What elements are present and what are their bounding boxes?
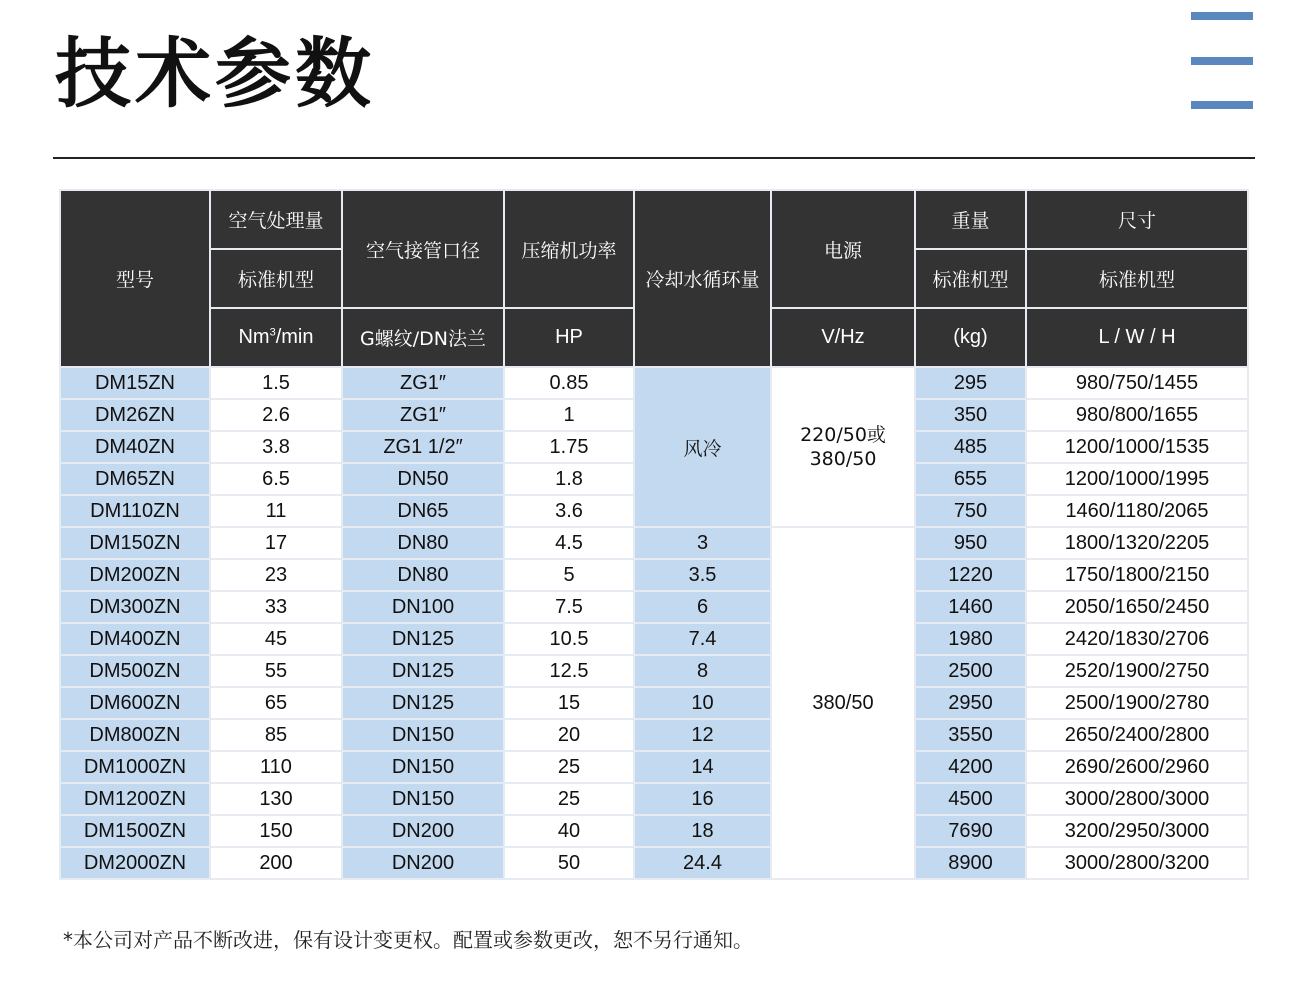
cell-cooling-water: 16 [634,783,771,815]
cell-weight: 1980 [915,623,1026,655]
header-power-unit: HP [504,308,634,367]
table-row [60,815,1248,847]
cell-pipe-diameter: DN150 [342,783,504,815]
table-row [60,719,1248,751]
header-pipe-diameter: 空气接管口径 [342,190,504,308]
cell-model: DM600ZN [60,687,210,719]
cell-air-capacity: 17 [210,527,342,559]
footnote: *本公司对产品不断改进，保有设计变更权。配置或参数更改，恕不另行通知。 [63,928,753,952]
cell-weight: 7690 [915,815,1026,847]
cell-dimension: 1460/1180/2065 [1026,495,1248,527]
cell-dimension: 1200/1000/1995 [1026,463,1248,495]
cell-compressor-power: 50 [504,847,634,879]
cell-model: DM2000ZN [60,847,210,879]
cell-compressor-power: 0.85 [504,367,634,399]
cell-model: DM40ZN [60,431,210,463]
table-row [60,527,1248,559]
table-row [60,847,1248,879]
cell-model: DM1200ZN [60,783,210,815]
cell-pipe-diameter: DN200 [342,815,504,847]
cell-weight: 485 [915,431,1026,463]
menu-icon[interactable] [1191,12,1253,112]
table-row [60,623,1248,655]
cell-compressor-power: 4.5 [504,527,634,559]
cell-air-capacity: 55 [210,655,342,687]
cell-pipe-diameter: DN150 [342,719,504,751]
cell-model: DM200ZN [60,559,210,591]
cell-cooling-water: 6 [634,591,771,623]
header-weight: 重量 [915,190,1026,249]
cell-compressor-power: 1.75 [504,431,634,463]
cell-model: DM1000ZN [60,751,210,783]
header-dimension-sub: 标准机型 [1026,249,1248,308]
header-dimension-unit: L / W / H [1026,308,1248,367]
unit-tail: /min [275,326,314,348]
header-air-capacity-sub: 标准机型 [210,249,342,308]
cell-compressor-power: 1.8 [504,463,634,495]
cell-compressor-power: 25 [504,783,634,815]
cell-air-capacity: 33 [210,591,342,623]
header-weight-unit: (kg) [915,308,1026,367]
cell-pipe-diameter: DN200 [342,847,504,879]
cell-weight: 4200 [915,751,1026,783]
cell-weight: 1220 [915,559,1026,591]
cell-weight: 2500 [915,655,1026,687]
cell-dimension: 2650/2400/2800 [1026,719,1248,751]
cell-dimension: 2420/1830/2706 [1026,623,1248,655]
table-row [60,687,1248,719]
table-row [60,655,1248,687]
cell-weight: 3550 [915,719,1026,751]
cell-cooling-water: 3.5 [634,559,771,591]
cell-model: DM110ZN [60,495,210,527]
header-air-capacity: 空气处理量 [210,190,342,249]
cell-compressor-power: 15 [504,687,634,719]
cell-pipe-diameter: ZG1″ [342,399,504,431]
table-row [60,751,1248,783]
cell-cooling-water: 7.4 [634,623,771,655]
table-row [60,783,1248,815]
cell-air-capacity: 2.6 [210,399,342,431]
cell-air-capacity: 110 [210,751,342,783]
cell-dimension: 1800/1320/2205 [1026,527,1248,559]
cell-dimension: 2050/1650/2450 [1026,591,1248,623]
cell-model: DM26ZN [60,399,210,431]
cell-model: DM150ZN [60,527,210,559]
cell-pipe-diameter: ZG1″ [342,367,504,399]
menu-bar [1191,101,1253,109]
cell-pipe-diameter: DN125 [342,687,504,719]
cell-air-capacity: 130 [210,783,342,815]
cell-dimension: 2520/1900/2750 [1026,655,1248,687]
cell-model: DM400ZN [60,623,210,655]
cell-air-cooled: 风冷 [634,367,771,527]
cell-air-capacity: 3.8 [210,431,342,463]
cell-dimension: 3000/2800/3000 [1026,783,1248,815]
cell-model: DM500ZN [60,655,210,687]
cell-model: DM800ZN [60,719,210,751]
power-line-2: 380/50 [809,448,877,470]
cell-model: DM65ZN [60,463,210,495]
cell-dimension: 1200/1000/1535 [1026,431,1248,463]
header-dimension: 尺寸 [1026,190,1248,249]
cell-air-capacity: 85 [210,719,342,751]
table-row [60,591,1248,623]
cell-model: DM300ZN [60,591,210,623]
cell-cooling-water: 3 [634,527,771,559]
cell-dimension: 980/750/1455 [1026,367,1248,399]
cell-power-supply-large: 380/50 [771,527,915,879]
cell-model: DM15ZN [60,367,210,399]
page-title: 技术参数 [55,29,375,118]
cell-air-capacity: 150 [210,815,342,847]
cell-compressor-power: 12.5 [504,655,634,687]
cell-weight: 350 [915,399,1026,431]
unit-sup: 3 [269,326,276,339]
cell-compressor-power: 3.6 [504,495,634,527]
cell-compressor-power: 5 [504,559,634,591]
cell-air-capacity: 1.5 [210,367,342,399]
cell-air-capacity: 65 [210,687,342,719]
cell-weight: 655 [915,463,1026,495]
spec-table [59,189,1249,880]
cell-weight: 8900 [915,847,1026,879]
cell-dimension: 980/800/1655 [1026,399,1248,431]
header-compressor-power: 压缩机功率 [504,190,634,308]
cell-pipe-diameter: DN125 [342,655,504,687]
cell-pipe-diameter: DN65 [342,495,504,527]
cell-dimension: 1750/1800/2150 [1026,559,1248,591]
cell-compressor-power: 25 [504,751,634,783]
cell-cooling-water: 14 [634,751,771,783]
menu-bar [1191,57,1253,65]
cell-cooling-water: 12 [634,719,771,751]
cell-model: DM1500ZN [60,815,210,847]
header-model: 型号 [60,190,210,367]
cell-cooling-water: 24.4 [634,847,771,879]
cell-compressor-power: 7.5 [504,591,634,623]
cell-cooling-water: 8 [634,655,771,687]
cell-cooling-water: 10 [634,687,771,719]
cell-air-capacity: 200 [210,847,342,879]
cell-air-capacity: 23 [210,559,342,591]
cell-compressor-power: 10.5 [504,623,634,655]
header-power-supply-unit: V/Hz [771,308,915,367]
table-row [60,559,1248,591]
cell-dimension: 2500/1900/2780 [1026,687,1248,719]
cell-weight: 295 [915,367,1026,399]
header-weight-sub: 标准机型 [915,249,1026,308]
title-divider [53,157,1255,159]
header-pipe-unit: G螺纹/DN法兰 [342,308,504,367]
cell-pipe-diameter: ZG1 1/2″ [342,431,504,463]
cell-cooling-water: 18 [634,815,771,847]
cell-pipe-diameter: DN100 [342,591,504,623]
cell-power-supply-small [771,367,915,527]
cell-air-capacity: 45 [210,623,342,655]
cell-compressor-power: 1 [504,399,634,431]
power-line-1: 220/50或 [800,424,886,446]
cell-weight: 4500 [915,783,1026,815]
cell-pipe-diameter: DN150 [342,751,504,783]
cell-weight: 750 [915,495,1026,527]
header-air-capacity-unit [210,308,342,367]
cell-weight: 1460 [915,591,1026,623]
cell-dimension: 3000/2800/3200 [1026,847,1248,879]
cell-dimension: 2690/2600/2960 [1026,751,1248,783]
header-cooling-water: 冷却水循环量 [634,190,771,367]
cell-pipe-diameter: DN80 [342,527,504,559]
cell-weight: 2950 [915,687,1026,719]
cell-pipe-diameter: DN125 [342,623,504,655]
cell-compressor-power: 40 [504,815,634,847]
cell-dimension: 3200/2950/3000 [1026,815,1248,847]
cell-weight: 950 [915,527,1026,559]
menu-bar [1191,12,1253,20]
cell-compressor-power: 20 [504,719,634,751]
header-power-supply: 电源 [771,190,915,308]
cell-air-capacity: 6.5 [210,463,342,495]
unit-main: Nm [238,326,270,348]
cell-air-capacity: 11 [210,495,342,527]
cell-pipe-diameter: DN50 [342,463,504,495]
table-row [60,367,1248,399]
cell-pipe-diameter: DN80 [342,559,504,591]
